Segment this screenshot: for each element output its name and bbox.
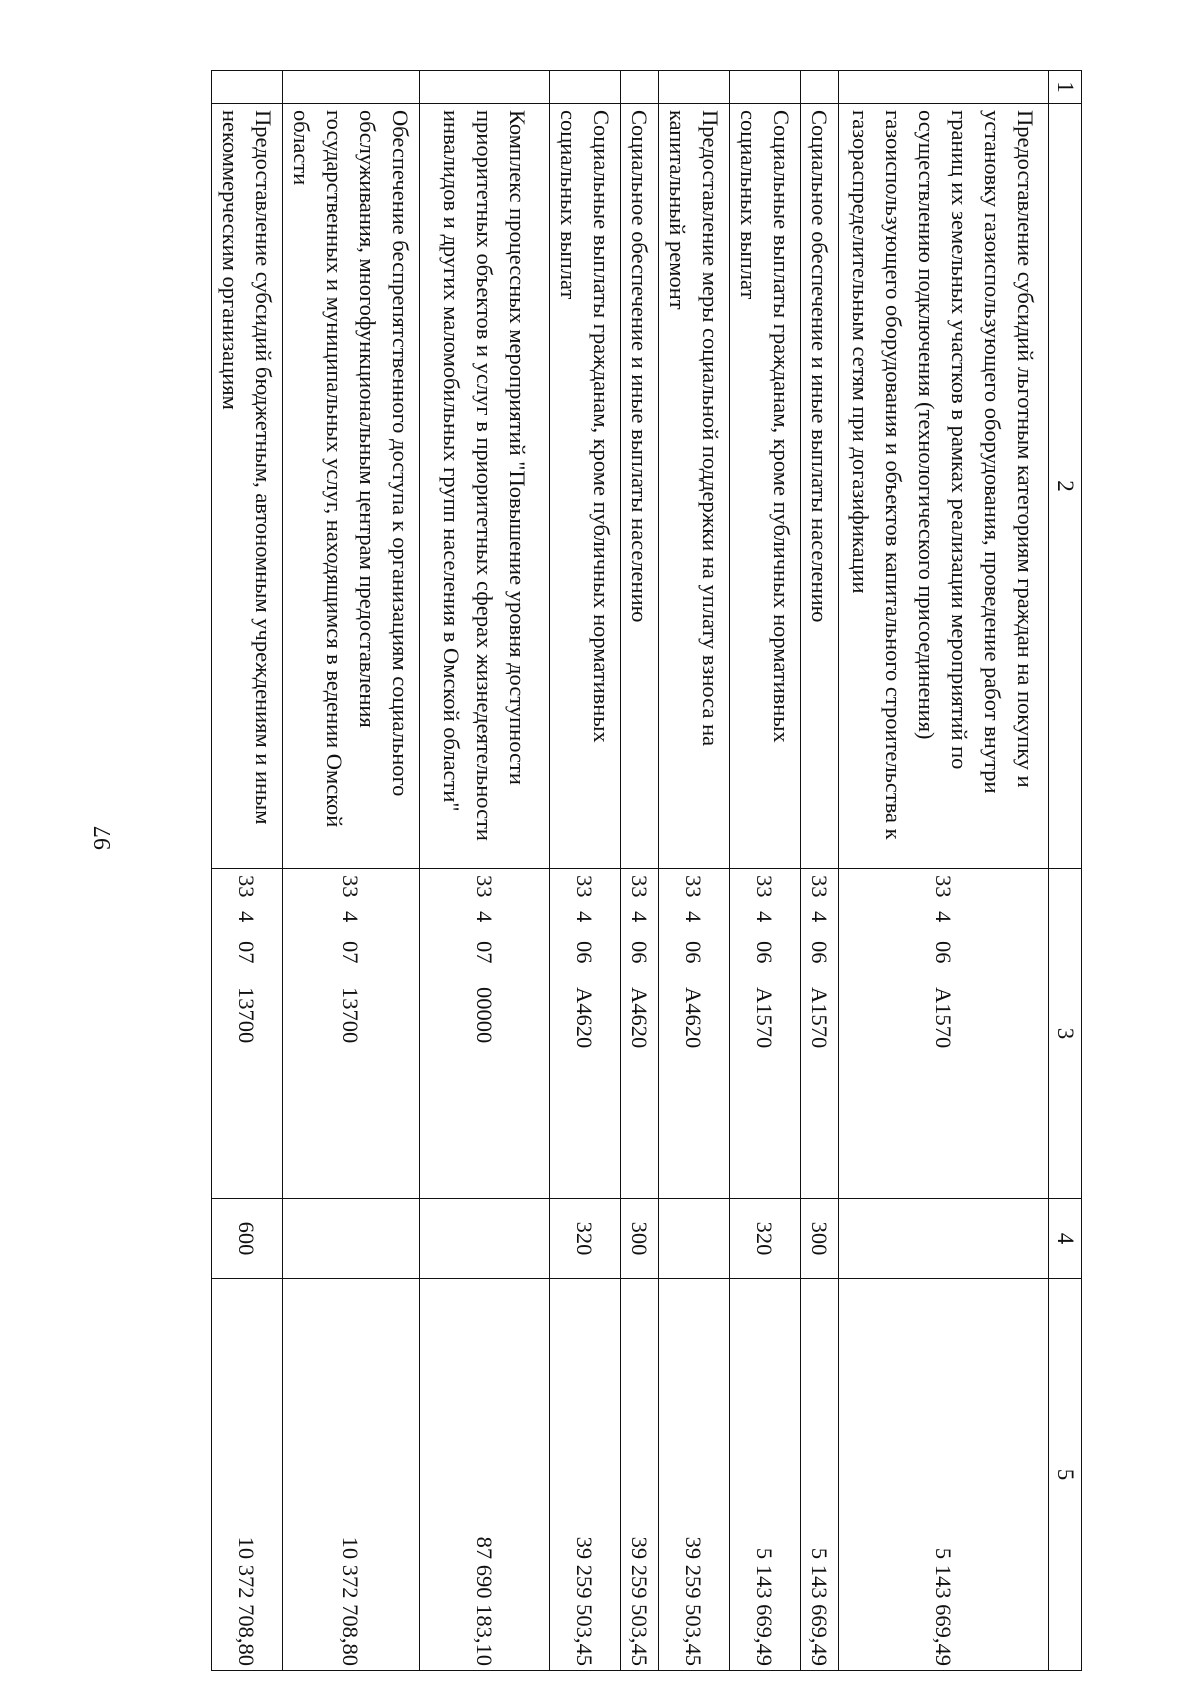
code-section: 06 <box>931 941 956 964</box>
code-program: 33 <box>931 875 956 898</box>
row-code-cell <box>839 869 1049 1199</box>
code-subprogram: 4 <box>338 911 364 923</box>
row-number-cell <box>420 71 550 104</box>
code-program: 33 <box>572 875 598 898</box>
budget-table <box>211 70 1082 1671</box>
code-section: 07 <box>472 941 497 964</box>
table-row <box>550 71 621 1671</box>
table-row <box>801 71 839 1671</box>
code-program: 33 <box>338 875 364 898</box>
row-type-cell <box>420 1199 550 1279</box>
code-subprogram: 4 <box>931 911 956 923</box>
row-number-cell <box>283 71 420 104</box>
header-col-3: 3 <box>1049 869 1082 1199</box>
row-code-cell <box>659 869 730 1199</box>
code-program: 33 <box>681 875 707 898</box>
row-amount-cell: 39 259 503,45 <box>659 1279 730 1671</box>
header-col-5: 5 <box>1049 1279 1082 1671</box>
code-subprogram: 4 <box>807 911 832 923</box>
row-code-cell <box>550 869 621 1199</box>
row-number-cell <box>730 71 801 104</box>
row-number-cell <box>212 71 283 104</box>
row-amount-cell: 10 372 708,80 <box>212 1279 283 1671</box>
code-direction: А1570 <box>752 987 778 1049</box>
code-subprogram: 4 <box>234 911 260 923</box>
table-body <box>212 71 1049 1671</box>
row-amount-cell: 5 143 669,49 <box>730 1279 801 1671</box>
table-row <box>283 71 420 1671</box>
table-row <box>420 71 550 1671</box>
row-name-cell: Предоставление меры социальной поддержки на уплату взноса на капитальный ремонт <box>659 104 730 869</box>
code-subprogram: 4 <box>572 911 598 923</box>
row-type-cell <box>659 1199 730 1279</box>
code-program: 33 <box>807 875 832 898</box>
code-direction: А1570 <box>931 987 956 1049</box>
code-section: 07 <box>338 941 364 964</box>
code-program: 33 <box>234 875 260 898</box>
code-program: 33 <box>472 875 497 898</box>
header-col-4: 4 <box>1049 1199 1082 1279</box>
row-name-cell: Социальные выплаты гражданам, кроме публичных нормативных социальных выплат <box>730 104 801 869</box>
code-section: 06 <box>752 941 778 964</box>
code-section: 06 <box>627 941 652 964</box>
row-amount-cell: 5 143 669,49 <box>801 1279 839 1671</box>
page-number: 97 <box>90 826 116 850</box>
row-name-cell: Предоставление субсидий бюджетным, автономным учреждениям и иным некоммерческим организациям <box>212 104 283 869</box>
row-type-cell: 320 <box>730 1199 801 1279</box>
code-program: 33 <box>627 875 652 898</box>
code-section: 06 <box>807 941 832 964</box>
row-amount-cell: 87 690 183,10 <box>420 1279 550 1671</box>
header-row <box>1049 71 1082 1671</box>
row-amount-cell: 5 143 669,49 <box>839 1279 1049 1671</box>
code-section: 06 <box>681 941 707 964</box>
row-name-cell: Социальное обеспечение и иные выплаты населению <box>801 104 839 869</box>
header-col-2: 2 <box>1049 104 1082 869</box>
row-name-cell: Социальное обеспечение и иные выплаты населению <box>621 104 659 869</box>
code-section: 06 <box>572 941 598 964</box>
row-number-cell <box>621 71 659 104</box>
table-row <box>839 71 1049 1671</box>
code-direction: А4620 <box>572 987 598 1049</box>
row-name-cell: Обеспечение беспрепятственного доступа к организациям социального обслуживания, многофункциональным центрам предоставления государственных и муниципальных услуг, находящимся в ведении Омской области <box>283 104 420 869</box>
row-code-cell <box>212 869 283 1199</box>
rotated-table-container <box>142 70 1082 1670</box>
row-amount-cell: 10 372 708,80 <box>283 1279 420 1671</box>
row-type-cell: 300 <box>621 1199 659 1279</box>
row-name-cell: Социальные выплаты гражданам, кроме публичных нормативных социальных выплат <box>550 104 621 869</box>
row-name-cell: Комплекс процессных мероприятий "Повышение уровня доступности приоритетных объектов и услуг в приоритетных сферах жизнедеятельности инвалидов и других маломобильных групп населения в Омской области" <box>420 104 550 869</box>
row-code-cell <box>730 869 801 1199</box>
table-row <box>730 71 801 1671</box>
table-row <box>621 71 659 1671</box>
row-number-cell <box>550 71 621 104</box>
row-type-cell: 600 <box>212 1199 283 1279</box>
code-program: 33 <box>752 875 778 898</box>
code-direction: 13700 <box>338 987 364 1044</box>
code-direction: 13700 <box>234 987 260 1044</box>
code-subprogram: 4 <box>681 911 707 923</box>
row-code-cell <box>420 869 550 1199</box>
table-row <box>659 71 730 1671</box>
row-number-cell <box>659 71 730 104</box>
row-name-cell: Предоставление субсидий льготным категориям граждан на покупку и установку газоиспользующего оборудования, проведение работ внутри границ их земельных участков в рамках реализации мероприятий по осуществлению подключения (технологического присоединения) газоиспользующего оборудования и объектов капитального строительства к газораспределительным сетям при догазификации <box>839 104 1049 869</box>
code-section: 07 <box>234 941 260 964</box>
row-type-cell: 320 <box>550 1199 621 1279</box>
row-number-cell <box>839 71 1049 104</box>
code-direction: А4620 <box>627 987 652 1049</box>
row-amount-cell: 39 259 503,45 <box>550 1279 621 1671</box>
row-type-cell <box>839 1199 1049 1279</box>
code-direction: 00000 <box>472 987 497 1044</box>
code-subprogram: 4 <box>472 911 497 923</box>
table-row <box>212 71 283 1671</box>
row-code-cell <box>801 869 839 1199</box>
row-type-cell: 300 <box>801 1199 839 1279</box>
row-code-cell <box>283 869 420 1199</box>
table-header <box>1049 71 1082 1671</box>
row-number-cell <box>801 71 839 104</box>
code-direction: А4620 <box>681 987 707 1049</box>
row-type-cell <box>283 1199 420 1279</box>
header-col-1: 1 <box>1049 71 1082 104</box>
row-code-cell <box>621 869 659 1199</box>
row-amount-cell: 39 259 503,45 <box>621 1279 659 1671</box>
code-subprogram: 4 <box>752 911 778 923</box>
code-subprogram: 4 <box>627 911 652 923</box>
code-direction: А1570 <box>807 987 832 1049</box>
